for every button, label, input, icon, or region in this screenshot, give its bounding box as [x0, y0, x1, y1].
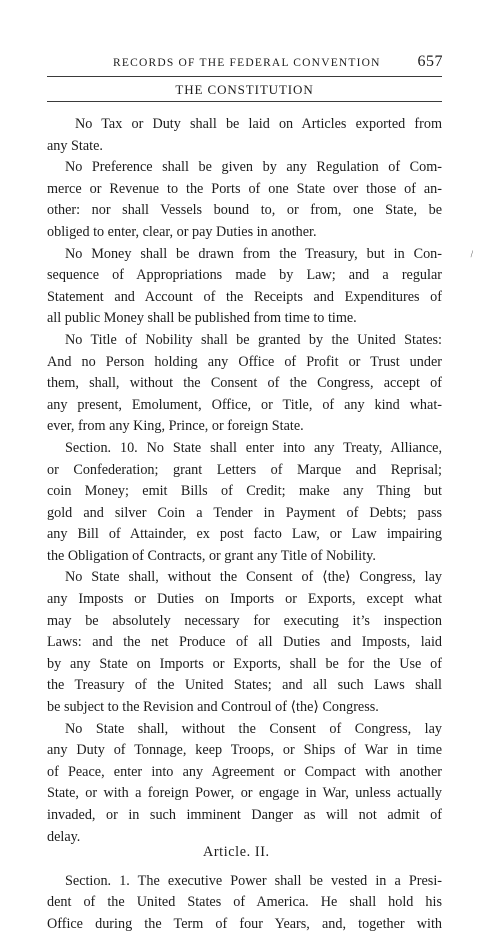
running-head: [113, 53, 443, 73]
text-line: No State shall, without the Consent of Congress, lay: [65, 720, 442, 737]
text-line: No Money shall be drawn from the Treasury, but in Con-: [65, 245, 442, 262]
text-line: all public Money shall be published from time to time.: [47, 310, 357, 327]
text-line: And no Person holding any Office of Profit or Trust under: [47, 353, 442, 370]
text-line: other: nor shall Vessels bound to, or from, one State, be: [47, 202, 442, 219]
text-line: any Imposts or Duties on Imports or Exports, except what: [47, 591, 442, 608]
text-line: delay.: [47, 828, 81, 845]
text-line: the Obligation of Contracts, or grant any Title of Nobility.: [47, 547, 376, 564]
text-line: ever, from any King, Prince, or foreign State.: [47, 418, 304, 435]
header-rule-top: [47, 76, 442, 77]
text-line: No Title of Nobility shall be granted by the United States:: [65, 331, 442, 348]
text-line: Section. 10. No State shall enter into any Treaty, Alliance,: [65, 439, 442, 456]
text-line: Statement and Account of the Receipts and Expenditures of: [47, 288, 442, 305]
article-heading: Article. II.: [203, 844, 270, 861]
section-title: THE CONSTITUTION: [175, 82, 314, 97]
running-title: RECORDS OF THE FEDERAL CONVENTION: [113, 57, 381, 69]
text-line: gold and silver Coin a Tender in Payment of Debts; pass: [47, 504, 442, 521]
text-line: State, or with a foreign Power, or engage in War, unless actually: [47, 785, 442, 802]
text-line: of Peace, enter into any Agreement or Compact with another: [47, 763, 442, 780]
margin-mark: \: [467, 249, 476, 260]
text-line: may be absolutely necessary for executing it’s inspection: [47, 612, 442, 629]
text-line: Laws: and the net Produce of all Duties and Imposts, laid: [47, 634, 442, 651]
text-line: be subject to the Revision and Controul of ⟨the⟩ Congress.: [47, 699, 379, 716]
text-line: invaded, or in such imminent Danger as will not admit of: [47, 807, 442, 823]
text-line: No Preference shall be given by any Regulation of Com-: [65, 159, 442, 176]
body-text: [47, 114, 442, 936]
text-line: any State.: [47, 137, 103, 154]
text-line: them, shall, without the Consent of the Congress, accept of: [47, 375, 442, 392]
text-line: obliged to enter, clear, or pay Duties in another.: [47, 223, 317, 240]
text-line: or Confederation; grant Letters of Marque and Reprisal;: [47, 461, 442, 478]
text-line: coin Money; emit Bills of Credit; make any Thing but: [47, 483, 442, 500]
text-line: dent of the United States of America. He shall hold his: [47, 894, 442, 911]
text-line: the Treasury of the United States; and all such Laws shall: [47, 677, 442, 694]
page-number: 657: [417, 53, 443, 70]
text-line: No Tax or Duty shall be laid on Articles exported from: [75, 116, 442, 132]
text-line: any present, Emolument, Office, or Title, of any kind what-: [47, 396, 442, 413]
text-line: Office during the Term of four Years, and, together with: [47, 915, 442, 932]
text-line: merce or Revenue to the Ports of one State over those of an-: [47, 180, 442, 197]
text-line: any Bill of Attainder, ex post facto Law, or Law impairing: [47, 526, 442, 543]
header-rule-bottom: [47, 101, 442, 102]
text-line: Section. 1. The executive Power shall be vested in a Presi-: [65, 872, 442, 889]
text-line: by any State on Imports or Exports, shall be for the Use of: [47, 655, 442, 672]
text-line: sequence of Appropriations made by Law; and a regular: [47, 267, 442, 284]
text-line: No State shall, without the Consent of ⟨the⟩ Congress, lay: [65, 569, 442, 586]
text-line: any Duty of Tonnage, keep Troops, or Ships of War in time: [47, 742, 442, 759]
